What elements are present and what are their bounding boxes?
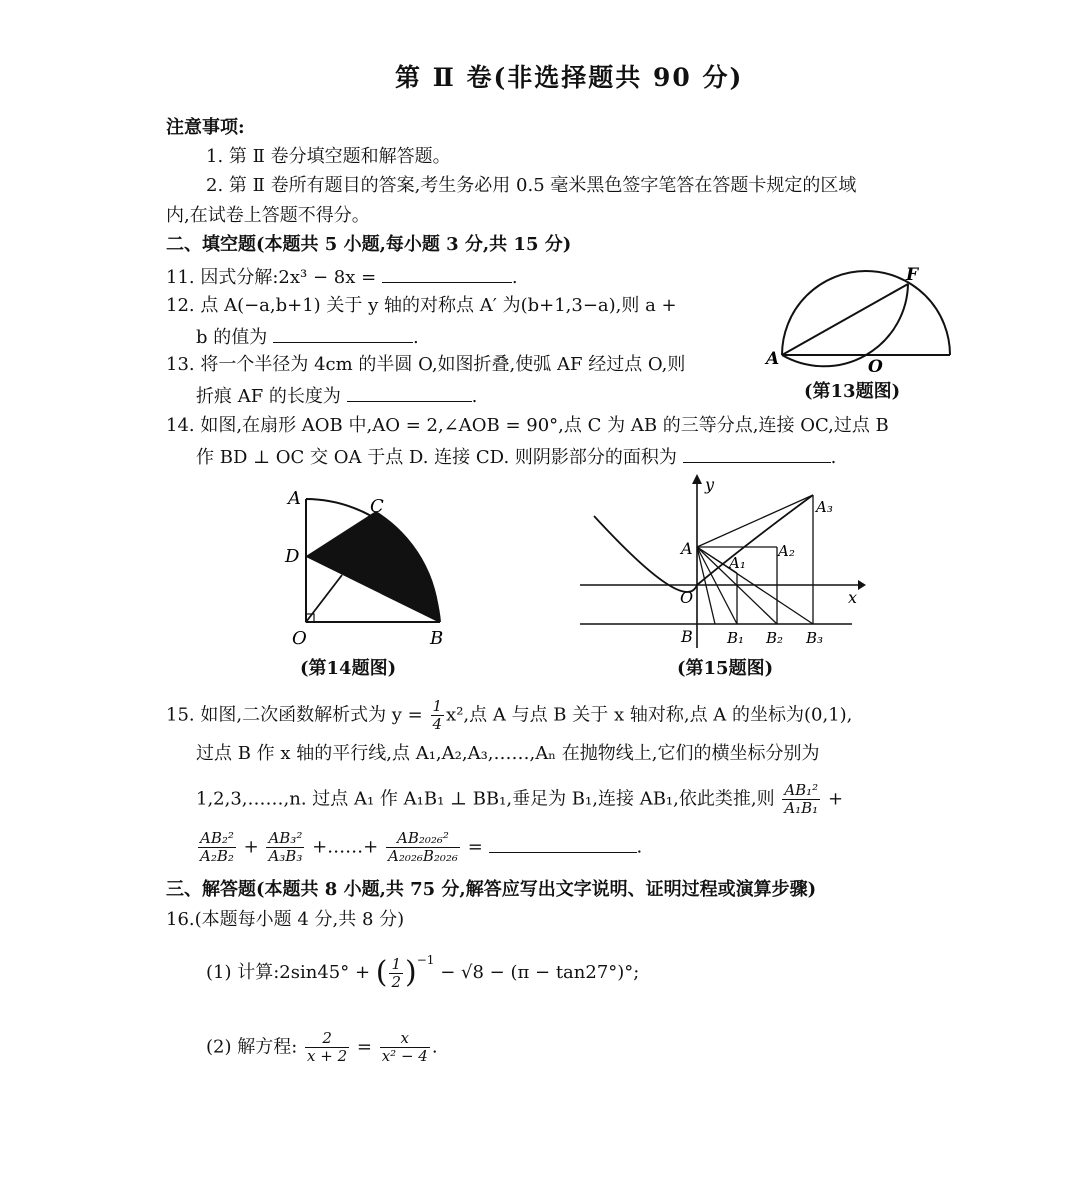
fraction-3 <box>266 830 304 865</box>
question-11-text: 11. 因式分解:2x³ − 8x = <box>166 267 377 288</box>
question-12-text: b 的值为 <box>196 327 268 348</box>
fraction-2026-denominator: A₂₀₂₆B₂₀₂₆ <box>387 847 458 865</box>
answer-blank-15[interactable] <box>489 834 637 853</box>
note-item-1: 1. 第 Ⅱ 卷分填空题和解答题。 <box>206 146 451 167</box>
section-3-heading: 三、解答题(本题共 8 小题,共 75 分,解答应写出文字说明、证明过程或演算步骤) <box>166 879 817 900</box>
fraction-3-numerator: AB₃² <box>268 829 303 847</box>
question-15-line3 <box>196 782 843 817</box>
equation-fraction-left <box>305 1030 349 1065</box>
answer-blank-12[interactable] <box>273 324 413 343</box>
fig15-label-A: A <box>681 539 693 558</box>
fig14-label-B: B <box>430 628 444 649</box>
fraction-denominator: 4 <box>432 715 443 733</box>
question-16-part2-text: (2) 解方程: <box>206 1036 298 1058</box>
fig13-caption: (第13题图) <box>804 381 901 402</box>
fraction-2-denominator: A₂B₂ <box>200 847 234 865</box>
ellipsis-sum: +……+ <box>312 836 379 858</box>
question-15-text-b: x²,点 A 与点 B 关于 x 轴对称,点 A 的坐标为(0,1), <box>446 704 853 726</box>
right-paren: ) <box>405 955 417 990</box>
fig14-label-C: C <box>370 496 384 517</box>
fig13-fold-line <box>782 284 908 355</box>
fraction-half-numerator: 1 <box>391 954 402 973</box>
fraction-1-numerator: AB₁² <box>784 781 819 799</box>
question-13-end: . <box>471 386 478 407</box>
fig15-label-y: y <box>705 475 715 494</box>
question-16-part1 <box>206 948 639 991</box>
fig15-label-B3: B₃ <box>806 629 824 647</box>
fraction-half <box>389 956 403 991</box>
fig13-label-O: O <box>868 357 883 377</box>
fig13-label-A: A <box>766 349 780 369</box>
page-title: 第 Ⅱ 卷(非选择题共 90 分) <box>395 63 744 92</box>
note-item-2-line2: 内,在试卷上答题不得分。 <box>166 205 370 226</box>
notes-heading: 注意事项: <box>166 117 245 138</box>
fig15-label-A1: A₁ <box>729 554 746 572</box>
question-16-heading: 16.(本题每小题 4 分,共 8 分) <box>166 909 405 930</box>
fig14-caption: (第14题图) <box>300 658 397 679</box>
fig15-label-B: B <box>681 627 693 646</box>
answer-blank-13[interactable] <box>347 383 472 402</box>
fig15-label-A3: A₃ <box>816 498 833 516</box>
question-15-text-a: 15. 如图,二次函数解析式为 y = <box>166 704 423 726</box>
fig14-label-A: A <box>288 488 301 509</box>
equation-right-numerator: x <box>380 1030 430 1048</box>
answer-blank-11[interactable] <box>382 264 512 283</box>
fig15-label-B2: B₂ <box>766 629 784 647</box>
equals-sign: = <box>467 836 483 858</box>
fraction-half-denominator: 2 <box>391 972 402 991</box>
fig14-OC <box>306 575 342 622</box>
question-14-line2 <box>196 444 836 470</box>
equals-sign: = <box>356 1036 372 1058</box>
note-item-2-line1: 2. 第 Ⅱ 卷所有题目的答案,考生务必用 0.5 毫米黑色签字笔答在答题卡规定的区域 <box>206 175 857 196</box>
question-12-line1: 12. 点 A(−a,b+1) 关于 y 轴的对称点 A′ 为(b+1,3−a),则 a + <box>166 295 677 316</box>
figure-15 <box>580 470 870 655</box>
answer-blank-14[interactable] <box>683 444 831 463</box>
equation-fraction-right <box>380 1030 430 1065</box>
fraction-1 <box>782 782 820 817</box>
section-2-heading: 二、填空题(本题共 5 小题,每小题 3 分,共 15 分) <box>166 234 572 255</box>
question-14-end: . <box>830 447 837 468</box>
plus-sign: + <box>827 788 844 810</box>
fig14-label-D: D <box>285 546 300 567</box>
fraction-2-numerator: AB₂² <box>200 829 234 847</box>
question-15-line2: 过点 B 作 x 轴的平行线,点 A₁,A₂,A₃,……,Aₙ 在抛物线上,它们的横坐标分别为 <box>196 743 820 764</box>
equation-right-denominator: x² − 4 <box>381 1047 428 1065</box>
question-14-text: 作 BD ⊥ OC 交 OA 于点 D. 连接 CD. 则阴影部分的面积为 <box>196 447 677 468</box>
question-13-line1: 13. 将一个半径为 4cm 的半圆 O,如图折叠,使弧 AF 经过点 O,则 <box>166 354 686 375</box>
question-11 <box>166 264 518 290</box>
figure-14 <box>280 484 460 654</box>
question-16-part1-text-a: (1) 计算:2sin45° + <box>206 962 371 983</box>
question-15-end: . <box>636 836 643 858</box>
fraction-3-denominator: A₃B₃ <box>268 847 303 865</box>
fraction-2 <box>198 830 236 865</box>
question-15-text-c: 1,2,3,……,n. 过点 A₁ 作 A₁B₁ ⊥ BB₁,垂足为 B₁,连接 AB₁,依此类推,则 <box>196 788 775 810</box>
fraction-one-quarter <box>431 698 445 733</box>
question-14-line1: 14. 如图,在扇形 AOB 中,AO = 2,∠AOB = 90°,点 C 为 AB 的三等分点,连接 OC,过点 B <box>166 415 889 436</box>
fraction-1-denominator: A₁B₁ <box>784 799 819 817</box>
equation-left-denominator: x + 2 <box>307 1047 348 1065</box>
plus-sign: + <box>243 836 259 858</box>
fig15-x-arrow <box>858 580 866 590</box>
question-13-text: 折痕 AF 的长度为 <box>196 386 341 407</box>
question-16-part2-end: . <box>431 1036 438 1058</box>
exponent: −1 <box>416 953 435 967</box>
question-15-line1 <box>166 698 852 733</box>
fig13-folded-arc <box>782 284 908 366</box>
fig15-label-A2: A₂ <box>778 542 795 560</box>
left-paren: ( <box>375 955 388 990</box>
fig15-label-x: x <box>848 588 858 607</box>
question-12-line2 <box>196 324 419 350</box>
equation-left-numerator: 2 <box>305 1030 349 1048</box>
fig13-semicircle <box>782 271 950 355</box>
fraction-2026 <box>386 830 460 865</box>
question-13-line2 <box>196 383 477 409</box>
question-11-end: . <box>511 267 518 288</box>
question-12-end: . <box>412 327 419 348</box>
question-16-part1-text-b: − √8 − (π − tan27°)°; <box>440 962 640 983</box>
fig13-label-F: F <box>906 265 919 285</box>
fraction-2026-numerator: AB₂₀₂₆² <box>386 830 460 848</box>
fig15-caption: (第15题图) <box>677 658 774 679</box>
figure-13 <box>760 262 960 377</box>
fraction-numerator: 1 <box>432 697 443 715</box>
fig15-label-O: O <box>680 588 694 607</box>
question-15-line4 <box>196 830 642 865</box>
fig15-y-arrow <box>692 474 702 484</box>
question-16-part2 <box>206 1030 438 1065</box>
fig14-label-O: O <box>292 628 307 649</box>
fig15-label-B1: B₁ <box>727 629 745 647</box>
